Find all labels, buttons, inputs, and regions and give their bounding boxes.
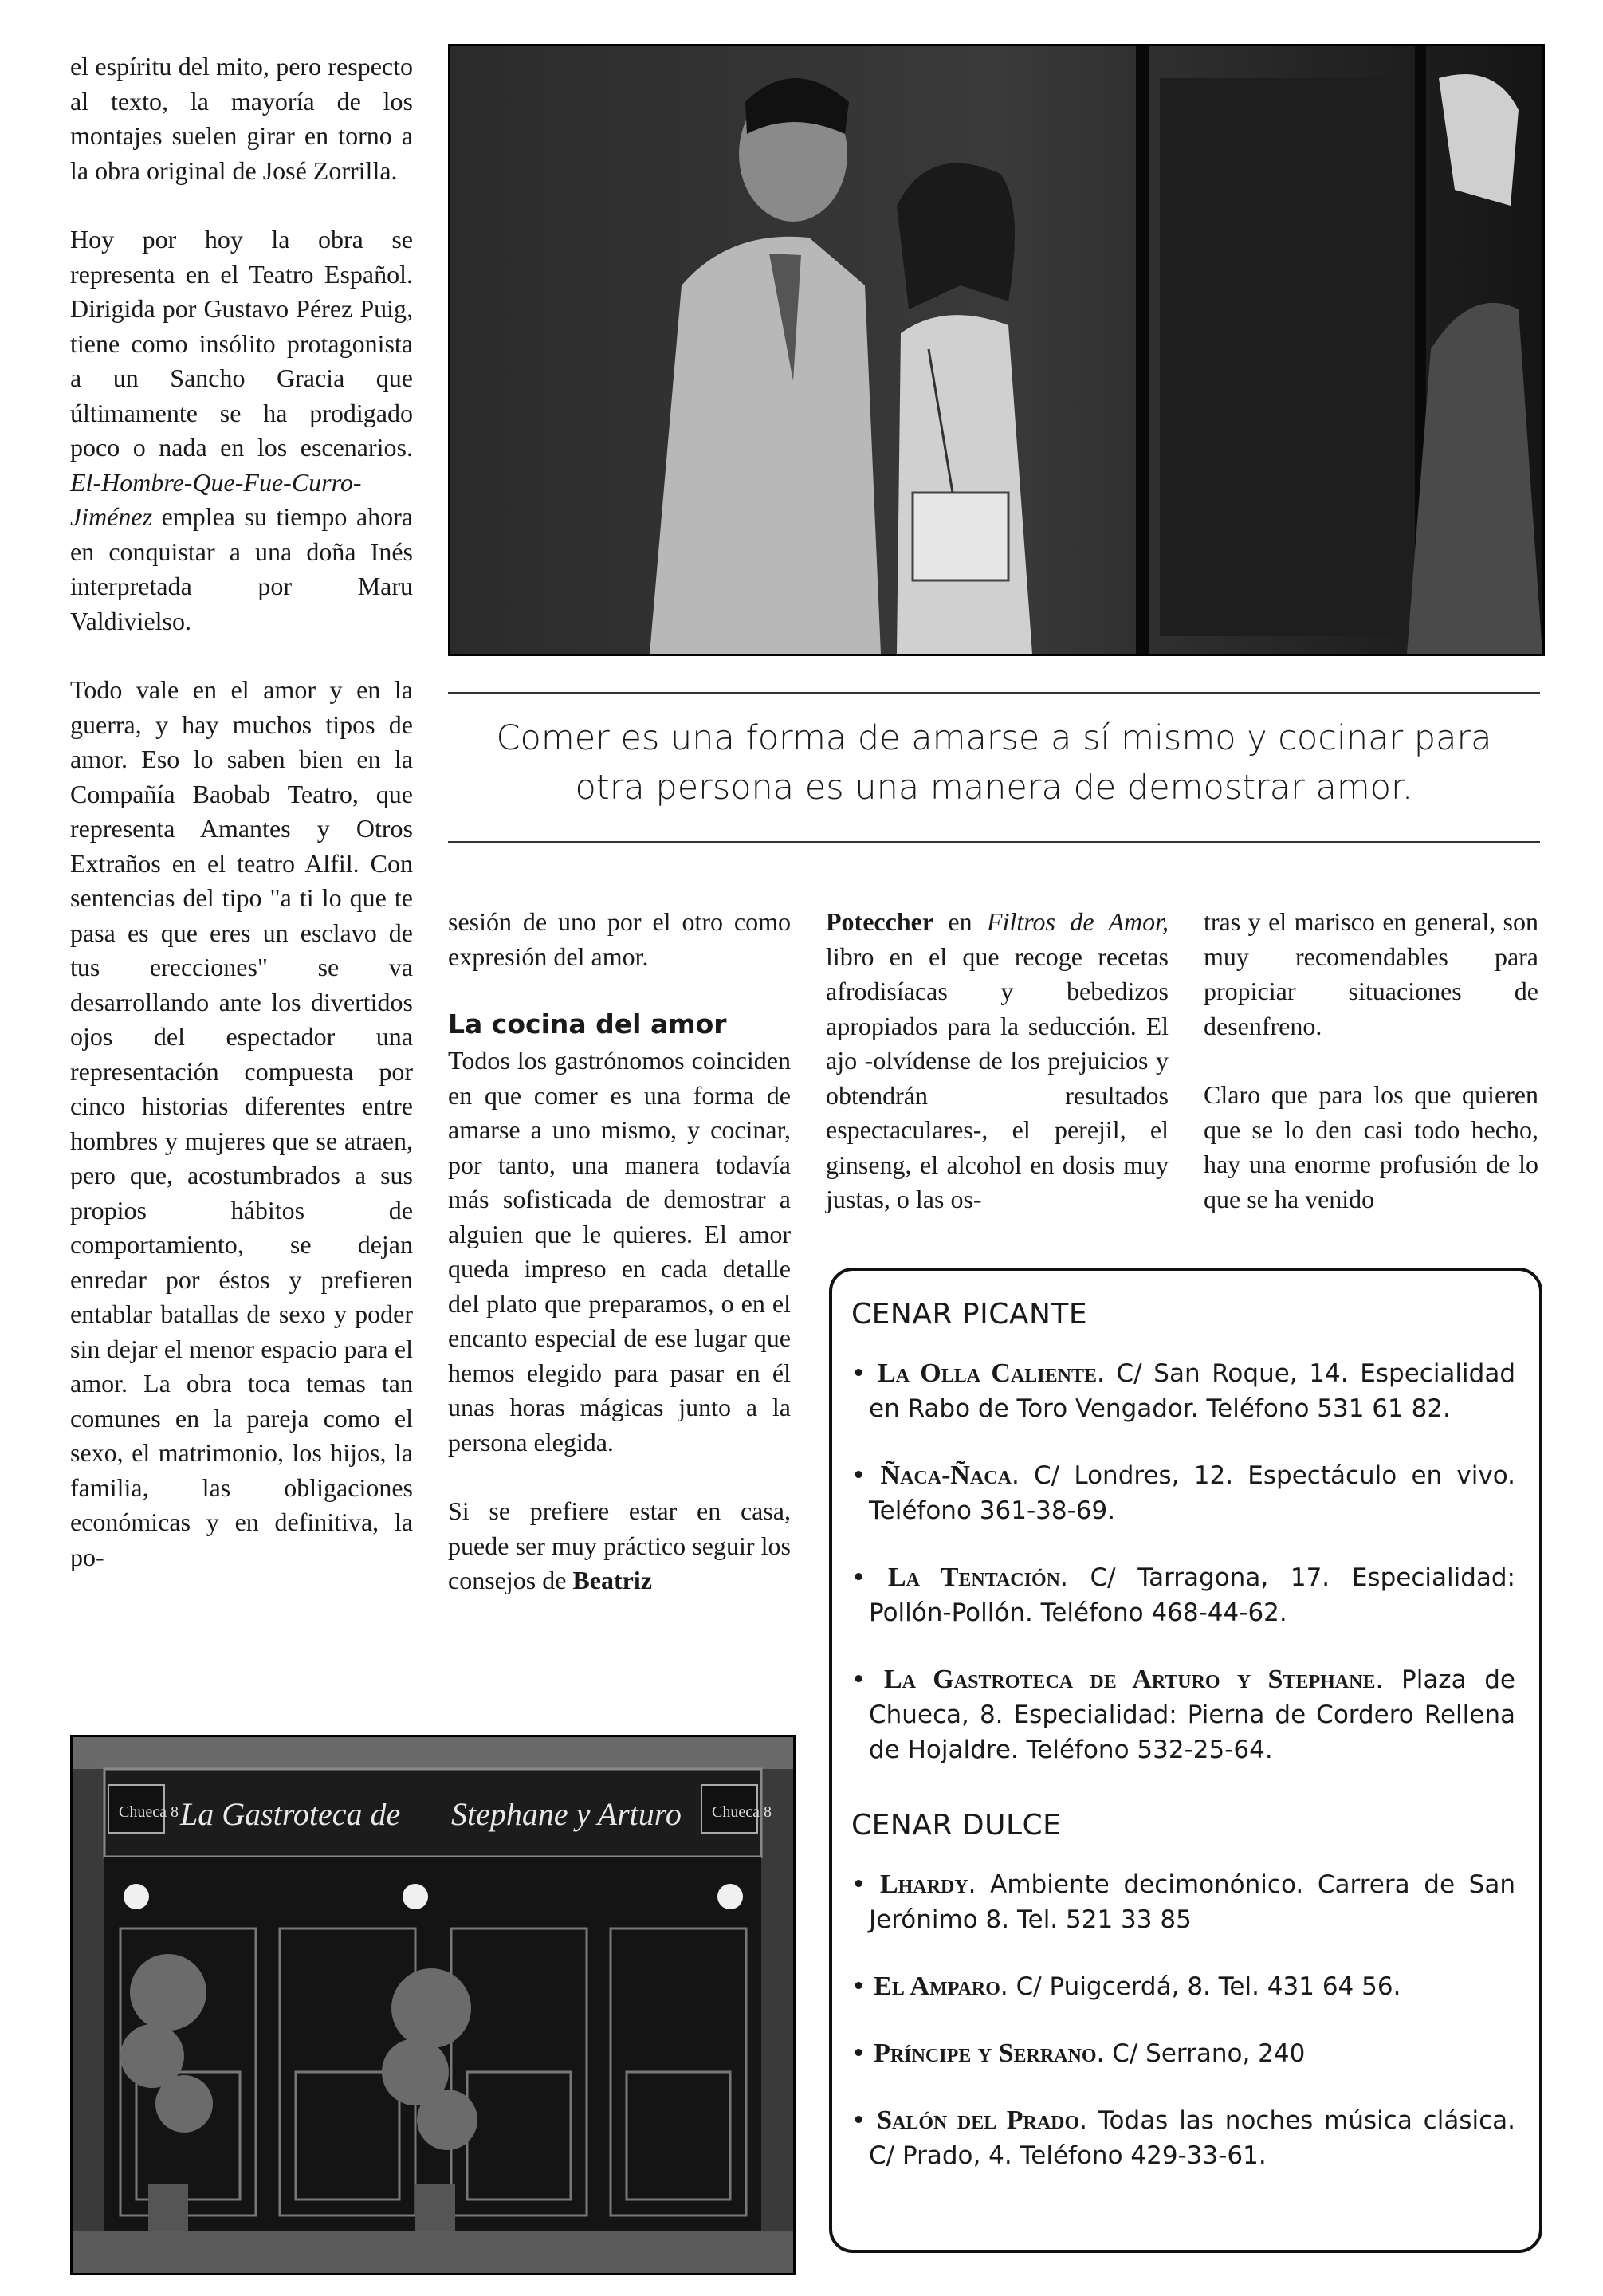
listing-item: • Salón del Prado. Todas las noches música clásica. C/ Prado, 4. Teléfono 429-33-61.: [851, 2105, 1515, 2170]
listing-item: • Ñaca-Ñaca. C/ Londres, 12. Espectáculo en vivo. Teléfono 361-38-69.: [851, 1461, 1516, 1525]
restaurant-name: La Gastroteca de Arturo y Stephane: [883, 1665, 1376, 1694]
listing-item: • El Amparo. C/ Puigcerdá, 8. Tel. 431 64 56.: [851, 1972, 1401, 2001]
photo-illustration: [450, 46, 1542, 654]
restaurant-details: . C/ Serrano, 240: [1096, 2039, 1306, 2068]
sign-small: Chueca 8: [119, 1803, 179, 1821]
paragraph: el espíritu del mito, pero respecto al texto, la mayoría de los montajes suelen girar en torno a la obra original de José Zorrilla.: [70, 52, 413, 185]
restaurant-name: Ñaca-Ñaca: [880, 1461, 1012, 1490]
section-heading: La cocina del amor: [448, 1008, 727, 1040]
bold-text: Poteccher: [826, 907, 934, 936]
italic-text: El-Hombre-Que-Fue-Curro-Jiménez: [70, 467, 362, 531]
listing-item: • Príncipe y Serrano. C/ Serrano, 240: [851, 2038, 1306, 2068]
restaurant-name: Lhardy: [879, 1869, 968, 1899]
text-run: en: [933, 907, 988, 936]
italic-text: Filtros de Amor,: [987, 907, 1169, 936]
restaurant-details: . C/ Londres, 12. Espectáculo en vivo. Teléfono 361-38-69.: [869, 1461, 1516, 1525]
restaurant-name: El Amparo: [874, 1972, 1000, 2001]
listing-list: [851, 1356, 1515, 1767]
listing-item: • La Tentación. C/ Tarragona, 17. Especialidad: Pollón-Pollón. Teléfono 468-44-62.: [851, 1563, 1516, 1627]
text-run: Hoy por hoy la obra se representa en el Teatro Español. Dirigida por Gustavo Pérez Puig, tiene como insólito protagonista a un Sancho Gracia que últimamente se ha prodigado poco o nada en los escenarios.: [70, 225, 413, 462]
restaurant-details: . Todas las noches música clásica. C/ Prado, 4. Teléfono 429-33-61.: [869, 2106, 1515, 2170]
listing-list: [851, 1867, 1515, 2173]
article-column-4: [1204, 905, 1538, 1251]
listing-section-title: CENAR PICANTE: [851, 1298, 1088, 1331]
theater-photo: [448, 44, 1545, 656]
restaurant-details: . C/ San Roque, 14. Especialidad en Rabo de Toro Vengador. Teléfono 531 61 82.: [869, 1359, 1516, 1423]
paragraph: [448, 1494, 791, 1598]
divider-line: [448, 692, 1540, 694]
sign-right: Stephane y Arturo: [451, 1796, 682, 1832]
restaurant-name: Príncipe y Serrano: [874, 2038, 1097, 2068]
article-column-3: [826, 905, 1169, 1252]
listing-item: • La Olla Caliente. C/ San Roque, 14. Especialidad en Rabo de Toro Vengador. Teléfono 531 61 82.: [851, 1358, 1516, 1423]
text-run: Si se prefiere estar en casa, puede ser muy práctico seguir los consejos de: [448, 1496, 791, 1594]
pull-quote-line: otra persona es una manera de demostrar amor.: [575, 768, 1413, 808]
restaurant-details: . C/ Tarragona, 17. Especialidad: Pollón-Pollón. Teléfono 468-44-62.: [869, 1563, 1516, 1627]
paragraph: Todo vale en el amor y en la guerra, y hay muchos tipos de amor. Eso lo saben bien en la Compañía Baobab Teatro, que representa Amantes y Otros Extraños en el teatro Alfil. Con sentencias del tipo "a ti lo que te pasa es que eres un esclavo de tus erecciones" se va desarrollando ante los divertidos ojos del espectador una representación compuesta por cinco historias diferentes entre hombres y mujeres que se atraen, pero que, acostumbrados a sus propios hábitos de comportamiento, se dejan enredar por éstos y prefieren entablar batallas de sexo y poder sin dejar el menor espacio para el amor. La obra toca temas tan comunes en la pareja como el sexo, el matrimonio, los hijos, la familia, las obligaciones económicas y en definitiva, la po-: [70, 675, 413, 1571]
restaurant-facade-photo: [70, 1735, 796, 2275]
facade-illustration: [73, 1737, 793, 2273]
restaurant-listings-box: [829, 1268, 1542, 2253]
paragraph: [70, 222, 413, 639]
restaurant-name: La Tentación: [887, 1563, 1060, 1592]
divider-line: [448, 841, 1540, 843]
article-column-1: [70, 49, 413, 1609]
listing-item: • Lhardy. Ambiente decimonónico. Carrera de San Jerónimo 8. Tel. 521 33 85: [851, 1869, 1515, 1934]
listing-section-title: CENAR DULCE: [851, 1809, 1062, 1842]
restaurant-details: . C/ Puigcerdá, 8. Tel. 431 64 56.: [1000, 1972, 1401, 2001]
svg-text:Chueca 8: Chueca 8: [712, 1803, 772, 1821]
restaurant-details: . Plaza de Chueca, 8. Especialidad: Pierna de Cordero Rellena de Hojaldre. Teléfono 532-25-64.: [869, 1665, 1516, 1764]
paragraph: sesión de uno por el otro como expresión del amor.: [448, 907, 791, 971]
listing-item: • La Gastroteca de Arturo y Stephane. Plaza de Chueca, 8. Especialidad: Pierna de Cordero Rellena de Hojaldre. Teléfono 532-25-64.: [851, 1665, 1516, 1764]
text-run: libro en el que recoge recetas afrodisíacas y bebedizos apropiados para la seducción. El ajo -olvídense de los prejuicios y obtendrán resultados espectaculares-, el perejil, el ginseng, el alcohol en dosis muy justas, o las os-: [826, 942, 1169, 1213]
paragraph: Claro que para los que quieren que se lo den casi todo hecho, hay una enorme profusión de lo que se ha venido: [1204, 1080, 1538, 1213]
paragraph: tras y el marisco en general, son muy recomendables para propiciar situaciones de desenfreno.: [1204, 907, 1538, 1040]
bold-text: Beatriz: [572, 1566, 652, 1594]
restaurant-details: . Ambiente decimonónico. Carrera de San Jerónimo 8. Tel. 521 33 85: [869, 1870, 1515, 1934]
paragraph: Todos los gastrónomos coinciden en que comer es una forma de amarse a uno mismo, y cocinar, por tanto, una manera todavía más sofisticada de demostrar a alguien que le quieres. El amor queda impreso en cada detalle del plato que preparamos, o en el encanto especial de ese lugar que hemos elegido para pasar en él unas horas mágicas junto a la persona elegida.: [448, 1046, 791, 1457]
paragraph: [826, 905, 1169, 1217]
restaurant-name: La Olla Caliente: [877, 1358, 1097, 1388]
pull-quote: [448, 714, 1540, 812]
text-run: emplea su tiempo ahora en conquistar a una doña Inés interpretada por Maru Valdivielso.: [70, 502, 413, 635]
restaurant-name: Salón del Prado: [877, 2105, 1080, 2135]
pull-quote-line: Comer es una forma de amarse a sí mismo y cocinar para: [496, 718, 1492, 758]
sign-left: La Gastroteca de: [180, 1796, 401, 1832]
article-column-2: [448, 905, 791, 1633]
